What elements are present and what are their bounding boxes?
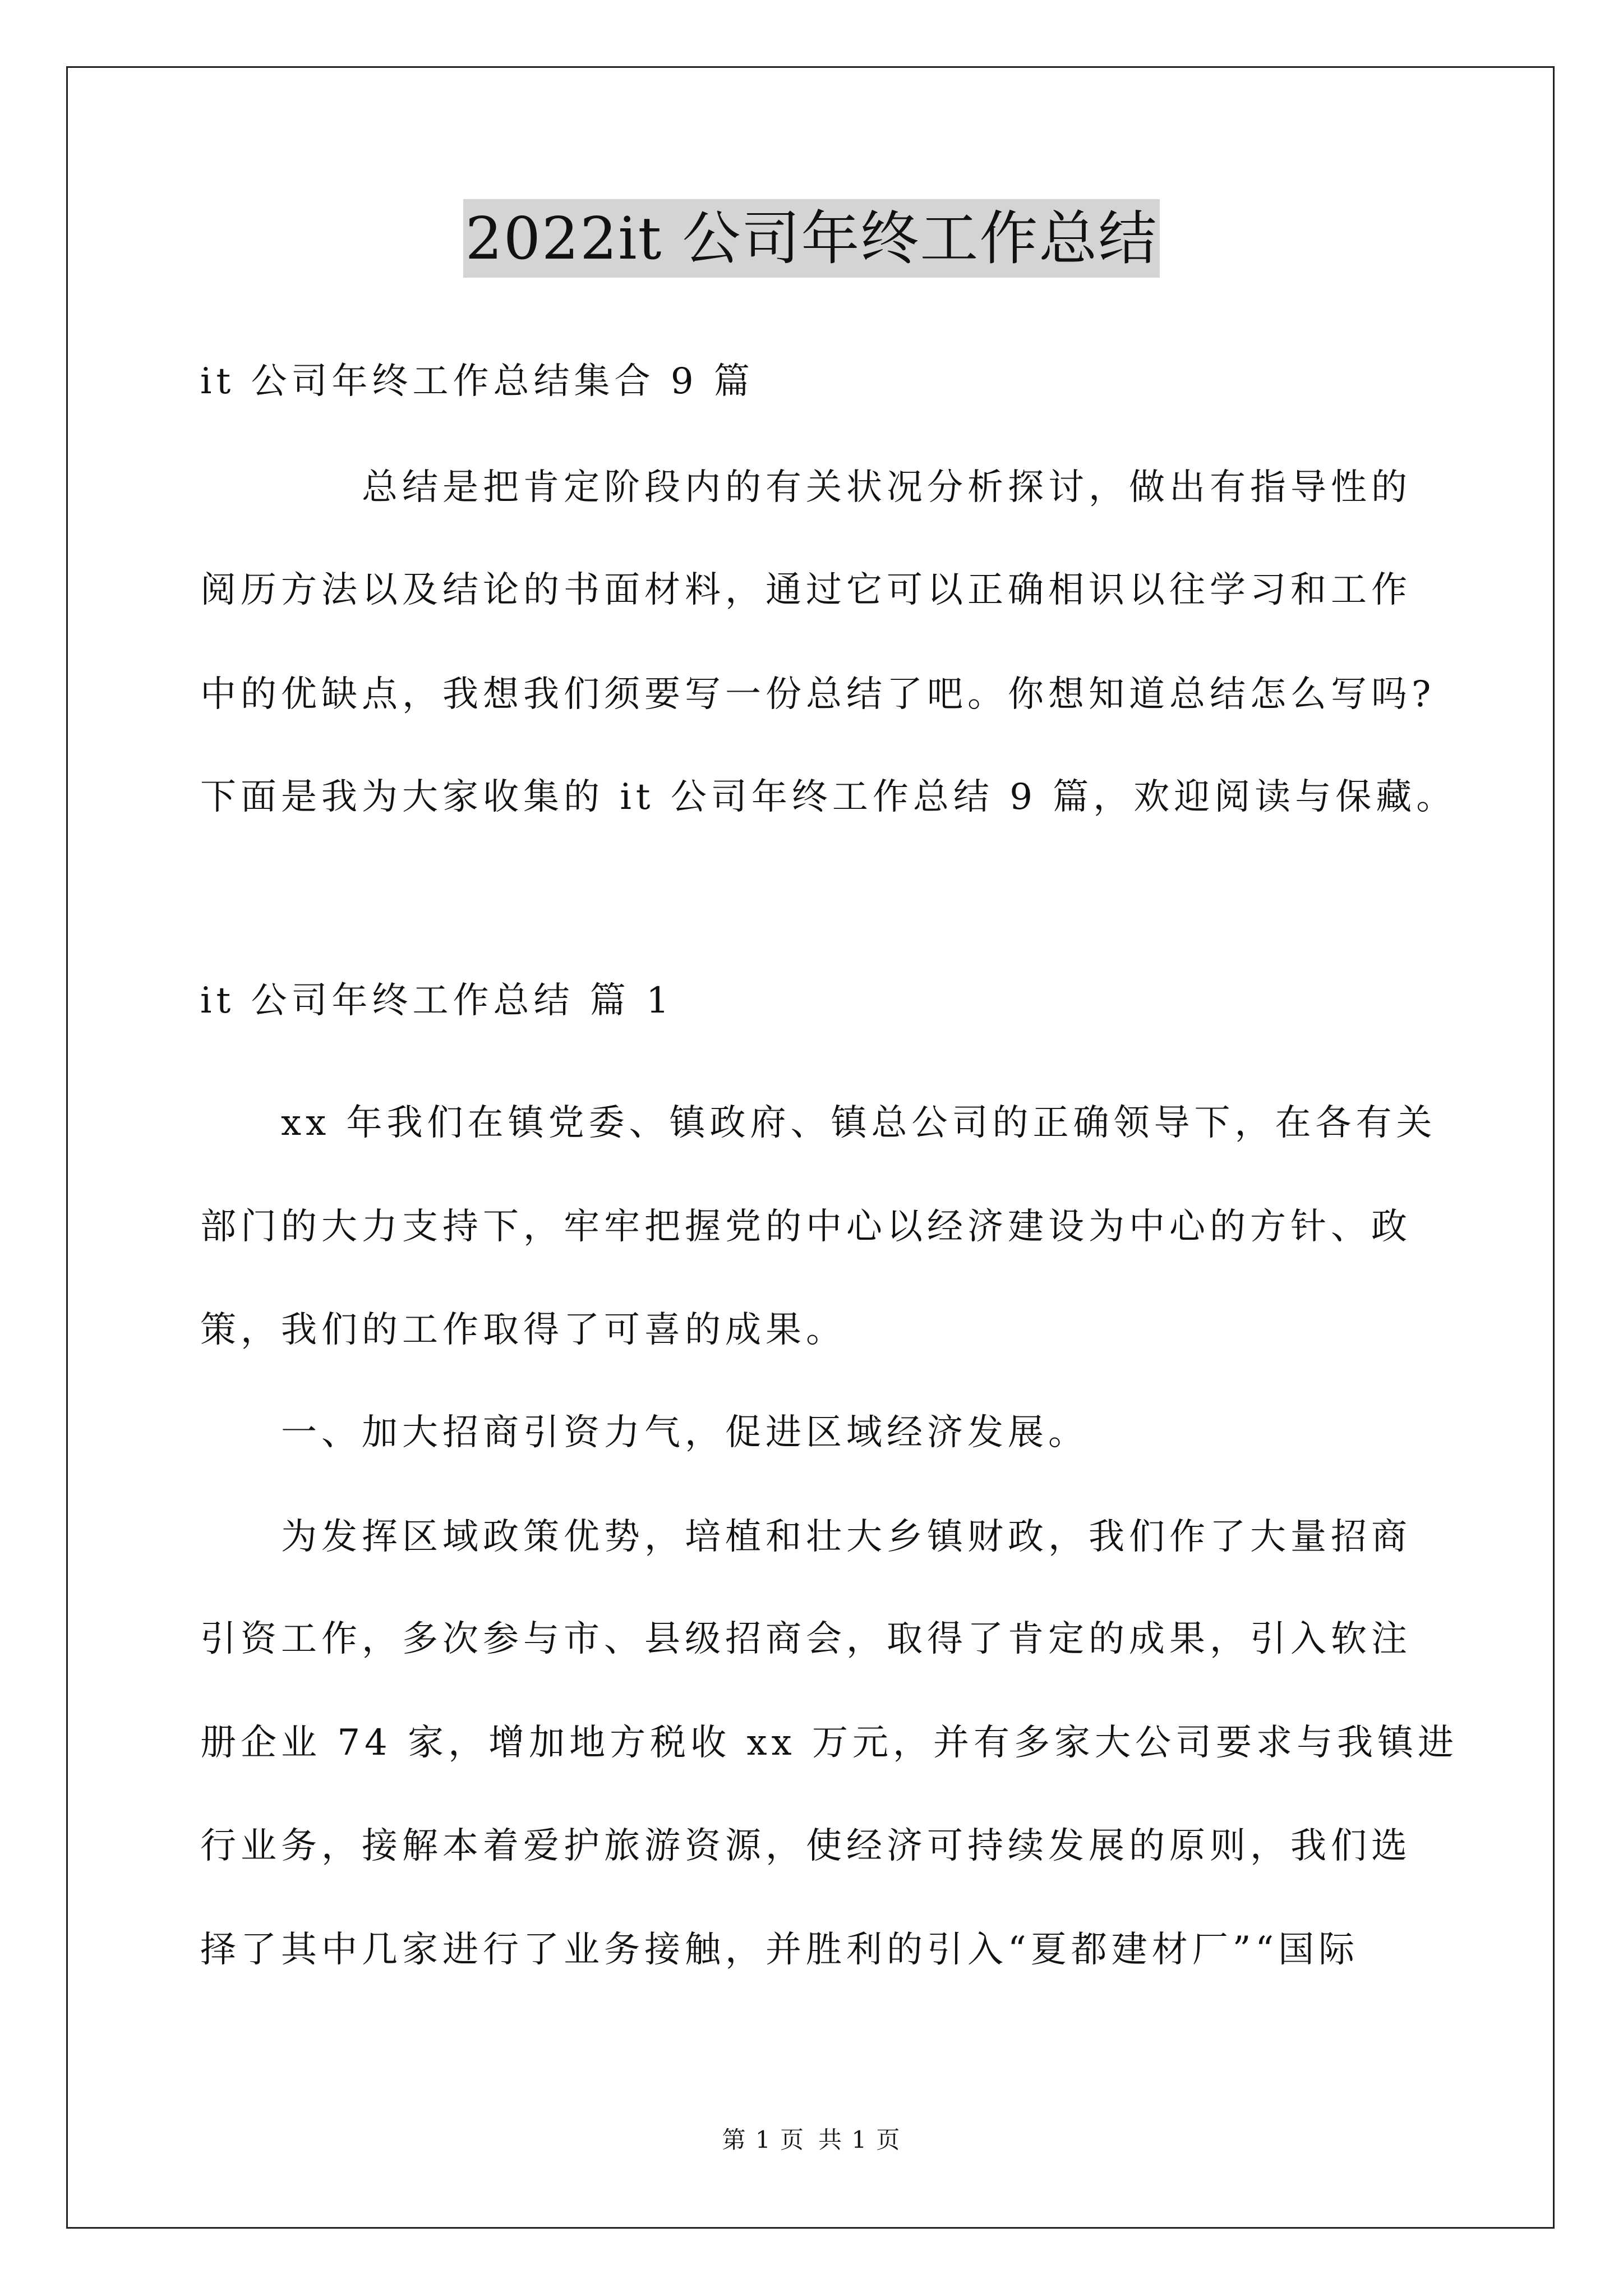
paragraph-line: 引资工作，多次参与市、县级招商会，取得了肯定的成果，引入软注 (200, 1618, 1412, 1660)
section-heading: it 公司年终工作总结 篇 1 (200, 980, 674, 1022)
paragraph-line: 择了其中几家进行了业务接触，并胜利的引入“夏都建材厂”“国际 (200, 1929, 1359, 1971)
paragraph-line: 部门的大力支持下，牢牢把握党的中心以经济建设为中心的方针、政 (200, 1206, 1412, 1248)
paragraph-line: 总结是把肯定阶段内的有关状况分析探讨，做出有指导性的 (200, 467, 1412, 508)
paragraph-line: 册企业 74 家，增加地方税收 xx 万元，并有多家大公司要求与我镇进 (200, 1722, 1458, 1764)
paragraph-line: 阅历方法以及结论的书面材料，通过它可以正确相识以往学习和工作 (200, 569, 1412, 611)
page-footer (0, 2123, 1623, 2157)
paragraph-line: 行业务，接解本着爱护旅游资源，使经济可持续发展的原则，我们选 (200, 1825, 1412, 1867)
paragraph-line: 策，我们的工作取得了可喜的成果。 (200, 1309, 846, 1351)
paragraph-line: 下面是我为大家收集的 it 公司年终工作总结 9 篇，欢迎阅读与保藏。 (200, 776, 1457, 818)
page-total: 共 1 页 (818, 2126, 901, 2154)
paragraph-line: 中的优缺点，我想我们须要写一份总结了吧。你想知道总结怎么写吗? (200, 674, 1436, 715)
document-title: 2022it 公司年终工作总结 (463, 199, 1160, 278)
paragraph-line: xx 年我们在镇党委、镇政府、镇总公司的正确领导下，在各有关 (200, 1102, 1437, 1144)
paragraph-line: 一、加大招商引资力气，促进区域经济发展。 (200, 1412, 1089, 1453)
paragraph-line: 为发挥区域政策优势，培植和壮大乡镇财政，我们作了大量招商 (200, 1516, 1412, 1558)
title-container (0, 199, 1623, 278)
page-number: 第 1 页 (722, 2126, 805, 2154)
subtitle-line: it 公司年终工作总结集合 9 篇 (200, 361, 754, 402)
